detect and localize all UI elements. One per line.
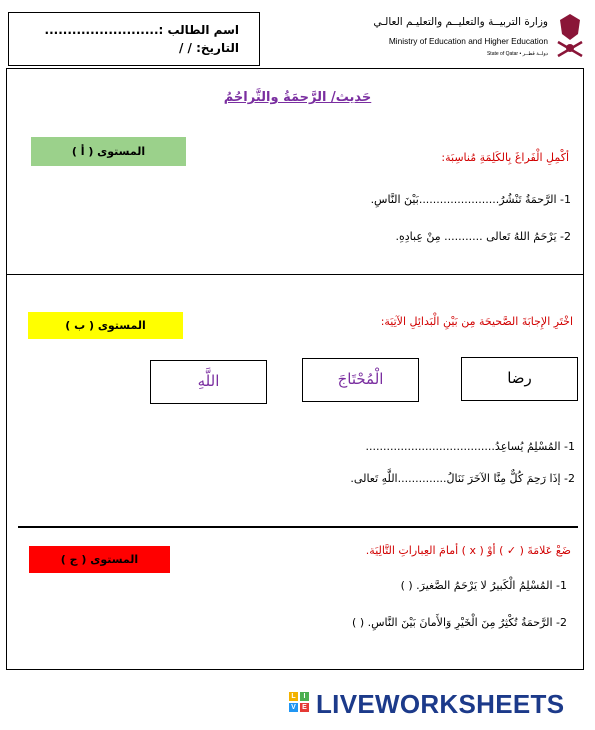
logo-letter-i: I	[300, 692, 309, 701]
choice-almuhtaj[interactable]: الْمُحْتَاجَ	[302, 358, 419, 402]
choice-allah[interactable]: اللَّهِ	[150, 360, 267, 404]
choice-rida[interactable]: رضا	[461, 357, 578, 401]
section-divider	[18, 526, 578, 528]
section-divider	[6, 274, 584, 275]
section-a-question-2[interactable]: 2- يَرْحَمُ اللهُ تَعالى ........... مِنْ عِبادِهِ.	[395, 230, 571, 243]
ministry-name-arabic: وزارة التربيــة والتعليــم والتعليـم العالـي	[373, 16, 548, 28]
section-b-question-1[interactable]: 1- المُسْلِمُ يُساعِدُ.....................................	[365, 440, 575, 453]
level-a-badge: المستوى ( أ )	[31, 137, 186, 166]
ministry-name-english: Ministry of Education and Higher Education	[388, 36, 548, 46]
section-c-question-1[interactable]: 1- المُسْلِمُ الْكَبيرُ لا يَرْحَمُ الصَّغيرَ. ( )	[400, 579, 567, 592]
level-c-badge: المستوى ( ج )	[29, 546, 170, 573]
section-a-question-1[interactable]: 1- الرَّحمَةُ تَنْشُرُ.......................بَيْنَ النَّاسِ.	[370, 193, 571, 206]
section-c-instruction: ضَعْ عَلامَةَ ( ✓ ) أوْ ( x ) أمامَ العِباراتِ التَّالِيَة.	[365, 544, 571, 557]
liveworksheets-logo-icon	[289, 692, 311, 714]
section-c-question-2[interactable]: 2- الرَّحمَةُ تُكْثِرُ مِنَ الْخَيْرِ وَالأَمانَ بَيْنَ النَّاسِ. ( )	[352, 616, 567, 629]
section-a-instruction: أكْمِلِ الْفَراغَ بِالكَلِمَةِ مُناسِبَة:	[441, 151, 569, 164]
logo-letter-e: E	[300, 703, 309, 712]
date-label: التاريخ: / /	[178, 41, 239, 55]
ministry-logo-icon	[556, 12, 584, 60]
student-info-box	[8, 12, 260, 66]
student-name-label: اسم الطالب :.........................	[44, 23, 239, 37]
liveworksheets-brand[interactable]: LIVEWORKSHEETS	[316, 689, 565, 719]
level-b-badge: المستوى ( ب )	[28, 312, 183, 339]
state-label: State of Qatar • دولــة قطــر	[486, 51, 548, 57]
logo-letter-l: L	[289, 692, 298, 701]
worksheet-title: حَديث/ الرَّحمَةُ والتَّراحُمُ	[223, 90, 372, 105]
logo-letter-v: V	[289, 703, 298, 712]
section-b-question-2[interactable]: 2- إذَا رَحِمَ كُلٌّ مِنَّا الآخَرَ نَنَالُ..............اللَّهِ تَعالى.	[350, 472, 575, 485]
section-b-instruction: اخْتَرِ الإِجابَةَ الصَّحيحَة مِن بَيْنِ الْبَدائِلِ الآتِيَة:	[380, 315, 573, 328]
